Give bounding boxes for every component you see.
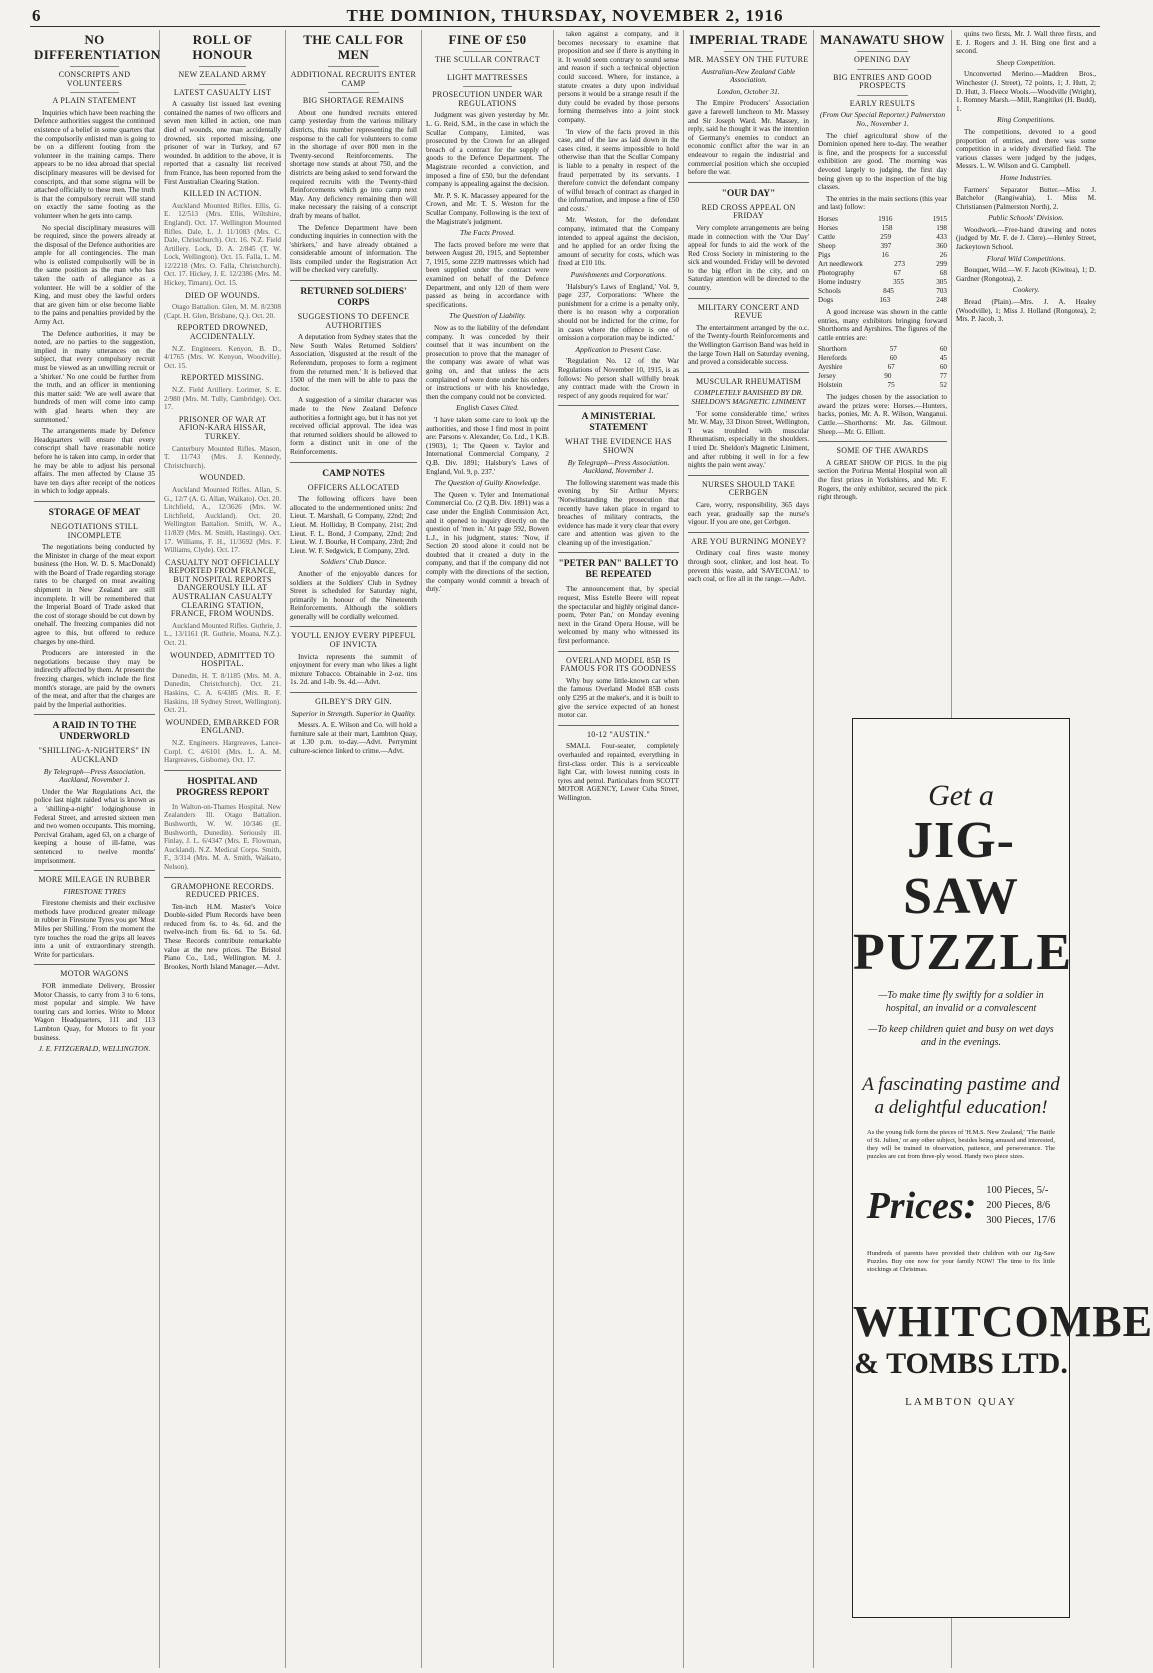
- subhead: NEW ZEALAND ARMY: [178, 70, 267, 79]
- cattle-table: [818, 345, 947, 390]
- advert-paragraph: Firestone chemists and their exclusive methods have produced greater mileage in rubber in Firestone Tyres you get 'Most Miles per Shilling.' From the moment the tyre touches the road the grips all leaves into a unit of extraordinary strength. Write for particulars.: [34, 899, 155, 959]
- headline-call-for-men: THE CALL FOR MEN: [303, 32, 404, 62]
- headline-austin: 10-12 "AUSTIN.": [586, 729, 651, 739]
- column-2: [160, 30, 286, 1668]
- advert-paragraph: Ten-inch H.M. Master's Voice Double-sided Plum Records have been reduced from 6s. to 4s. 6d. and the twelve-inch from 6s. 6d. to 5s. 6d. These Records contribute remarkable value at the new prices. The Bristol Piano Co., Ltd., Wellington. M. J. Brookes, North Island Manager.—Advt.: [164, 902, 281, 971]
- article-paragraph: No special disciplinary measures will be required, since the powers already at the disposal of the Defence authorities are ample for all contingencies. The man who is enlisted compulsorily will be in the same position as the man who has taken the oath of allegiance as a volunteer. He will be a soldier of the King, and must obey the lawful orders that are given him or else become liable to the pains and penalties provided by the Army Act.: [34, 223, 155, 327]
- advert-whitcombe: WHITCOMBE: [853, 1297, 1153, 1346]
- headline-overland: OVERLAND MODEL 85B IS FAMOUS FOR ITS GOODNESS: [560, 655, 677, 674]
- table-cell: 433: [936, 232, 947, 241]
- rule: [558, 725, 679, 726]
- subhead: WHAT THE EVIDENCE HAS SHOWN: [565, 437, 672, 455]
- price-300: 300 Pieces, 17/6: [986, 1215, 1056, 1226]
- headline-military-concert: MILITARY CONCERT AND REVUE: [697, 302, 800, 321]
- table-cell: Photography: [818, 268, 855, 277]
- rule: [34, 964, 155, 965]
- subhead: Punishments and Corporations.: [570, 270, 667, 280]
- table-row: [818, 278, 947, 287]
- table-row: [818, 345, 947, 354]
- rule: [857, 95, 909, 96]
- table-row: [818, 381, 947, 390]
- article-paragraph: Mr. P. S. K. Macassey appeared for the Crown, and Mr. T. S. Weston for the Scullar Company. Following is the text of the Magistrate's judgment.: [426, 191, 549, 226]
- article-paragraph: The following officers have been allocated to the undermentioned units: 2nd Lieut. T. Marshall, G Company, 22nd; 2nd Lieut. M. Holliday, B Company, 21st; 2nd Lieut. F. L. Bond, J Company, 22nd; 2nd Lieut. W. J. Bourke, H Company, 23rd; 2nd Lieut. W. F. Sedgwick, E Company, 23rd.: [290, 495, 417, 555]
- advert-paragraph: FOR immediate Delivery, Brossier Motor Chassis, to carry from 3 to 6 tons, most popular and simple. We have touring cars and lorries. Write to Motor Wagon Headquarters, 111 and 113 Lambton Quay, for Motors to fit your business.: [34, 982, 155, 1042]
- table-cell: Cattle: [818, 232, 836, 241]
- casualty-list: Auckland Mounted Rifles. Guthrie, J. L., 13/1161 (R. Guthrie, Moana, N.Z.). Oct. 21.: [164, 621, 281, 648]
- rule: [688, 532, 809, 533]
- headline-no-differentiation: NO DIFFERENTIATION: [34, 32, 161, 62]
- article-paragraph: Inquiries which have been reaching the Defence authorities suggest the continued existence of a belief in some quarters that the compulsorily enlisted man is going to be on a different footing from the volunteer in the training camps. There appears to be no idea abroad that special disciplinary measures will be devised for conscripts, and that some stigma will be attached officially to these men. The truth is that the compulsory recruit will stand on exactly the same footing as the volunteer when he gets into camp.: [34, 108, 155, 220]
- rule: [688, 182, 809, 183]
- table-cell: 305: [936, 277, 947, 286]
- dateline: (From Our Special Reporter.) Palmerston No., November 1.: [819, 110, 946, 128]
- headline-storage-of-meat: STORAGE OF MEAT: [48, 507, 141, 518]
- article-paragraph: A good increase was shown in the cattle entries, many exhibitors bringing forward Shorthorns and Ayrshires. The figures of the cattle entries are:: [818, 307, 947, 342]
- table-cell: 198: [936, 223, 947, 232]
- subhead: CONSCRIPTS AND VOLUNTEERS: [58, 70, 131, 88]
- article-paragraph: The Queen v. Tyler and International Commercial Co. (2 Q.B. Div. 1891) was a case under the English Commission Act, and it opened to inquiry directly on the question of 'men in.' At page 592, Bowen L.J., in his judgment, states: 'Now, if Section 20 stood alone it could not be doubted that it created a duty in the company, and that if the company did not comply with the directions of the section, the company would commit a breach of duty.': [426, 490, 549, 594]
- casualty-list: Auckland Mounted Rifles. Allan, S. G., 12/7 (A. G. Allan, Waikato). Oct. 20. Litchfield, A., 12/3626 (Mrs. W. Litchfield, Auckland). Oct. 20. Wellington Battalion. Smith, W. A., 11/839 (Mrs. M. Smith, Hastings). Oct. 17. Williams, F. H., 11/3692 (Mrs. F. Williams, Clyde). Oct. 17.: [164, 485, 281, 555]
- advert-tagline: —To keep children quiet and busy on wet days and in the evenings.: [868, 1024, 1054, 1048]
- table-row: [818, 296, 947, 305]
- table-row: [818, 363, 947, 372]
- casualty-list: Auckland Mounted Rifles. Ellis, G. E. 12/513 (Mrs. Ellis, Wiltshire, England). Oct. 17. Wellington Mounted Rifles. Dale, L. J. 11/1083 (Mrs. C. Dale, Christchurch). Oct. 16. N.Z. Field Artillery. Lock, D. A. 2/845 (T. W. Lock, Wellington). Oct. 15. Falla, L. M. 12/2218 (Mrs. O. Falla, Christchurch). Oct. 17. Hickey, J. E. 12/2386 (Mrs. M. Hickey, Timaru). Oct. 15.: [164, 201, 281, 288]
- article-paragraph: A casualty list issued last evening contained the names of two officers and seven men killed in action, one man died of wounds, one man accidentally drowned, six reported missing, one prisoner of war in Turkey, and 67 wounded. In addition to the above, it is reported that a casualty list received from France, has been reported from the First Australian Clearing Station.: [164, 100, 281, 186]
- rule: [818, 441, 947, 442]
- article-paragraph: taken against a company, and it becomes necessary to examine that proposition and see if there is anything in it. It would seem contrary to sound sense and reason if such a technical objection could succeed. Where, for instance, a statute creates a duty upon individual persons it would be a strange result if the duty could be evaded by those persons forming themselves into a joint stock company.: [558, 30, 679, 124]
- subhead: OPENING DAY: [853, 55, 911, 64]
- rule: [34, 714, 155, 715]
- subhead: EARLY RESULTS: [849, 98, 916, 108]
- table-cell: Schools: [818, 286, 841, 295]
- advert-tagline: —To make time fly swiftly for a soldier in hospital, an invalid or a convalescent: [878, 990, 1044, 1014]
- advert-signature: J. E. FITZGERALD, WELLINGTON.: [38, 1044, 151, 1054]
- section-heading: PRISONER OF WAR AT AFION-KARA HISSAR, TURKEY.: [178, 414, 267, 441]
- table-cell: Holstein: [818, 381, 843, 390]
- article-paragraph: Bread (Plain).—Mrs. J. A. Healey (Woodville), 1; Miss J. Holland (Rongotea), 2; Mrs. P. Jacob, 3.: [956, 298, 1096, 324]
- table-cell: Horses: [818, 214, 838, 223]
- section-heading: KILLED IN ACTION.: [183, 189, 262, 199]
- casualty-list: Canterbury Mounted Rifles. Mason, T. 11/743 (Mrs. J. Kennedy, Christchurch).: [164, 444, 281, 470]
- headline-motor-wagons: MOTOR WAGONS: [60, 969, 129, 979]
- table-cell: 57: [889, 345, 897, 354]
- prices-label: Prices:: [866, 1184, 977, 1227]
- dateline: By Telegraph—Press Association. Auckland, November 1.: [43, 766, 146, 785]
- rule: [688, 298, 809, 299]
- table-cell: 163: [879, 295, 891, 304]
- table-cell: 355: [893, 277, 904, 286]
- article-paragraph: Producers are interested in the negotiations because they may be indirectly affected by them. At present the freezing charges, which include the first month's storage, are paid by the owners of the meat, and after that the charges are paid by the Imperial authorities.: [34, 649, 156, 709]
- article-paragraph: A deputation from Sydney states that the New South Wales Returned Soldiers' Association, 'disgusted at the result of the Referendum, proposes to form a regiment from the returned men.' It is believed that 1500 of the men will be able to pass the doctor.: [290, 333, 417, 393]
- rule: [463, 69, 512, 70]
- subhead: The Facts Proved.: [460, 228, 515, 238]
- hospital-list: In Walton-on-Thames Hospital. New Zealanders Ill. Otago Battalion. Bushworth, W. W. 10/346 (E. Bushworth, Dunedin). Seriously ill. Finlay, J. L. 6/4347 (Mrs. E. Flowman, Auckland). N.Z. Medical Corps. Smith, F., 3/314 (Mrs. M. A. Smith, Waikato, Nelson).: [164, 802, 281, 871]
- article-paragraph: Now as to the liability of the defendant company. It was conceded by their counsel that it was incumbent on the prosecution to prove that the manager of the company was aware of what was going on, and that unless the acts complained of were done under his orders or instructions or with his knowledge, then the company could not be convicted.: [426, 324, 549, 401]
- table-cell: 1916: [878, 214, 893, 223]
- advert-fascinating: A fascinating pastime and a delightful education!: [862, 1074, 1060, 1118]
- article-paragraph: The Defence Department have been conducting inquiries in connection with the 'shirkers,' and have already obtained a considerable amount of information. The lists compiled under the Registration Act will be checked very carefully.: [290, 223, 417, 275]
- advert-puzzle: PUZZLE: [853, 924, 1074, 981]
- section-heading: CASUALTY NOT OFFICIALLY REPORTED FROM FRANCE, BUT NOSPITAL REPORTS DANGEROUSLY ILL AT AUSTRALIAN CASUALTY CLEARING STATION, FRANCE, FROM WOUNDS.: [165, 557, 280, 619]
- article-paragraph: Farmers' Separator Butter.—Miss J. Batchelor (Rangiwahia), 1. Miss M. Christiansen (Palmerston North), 2.: [956, 185, 1096, 211]
- casualty-list: N.Z. Engineers. Kenyon, B. D., 4/1765 (Mrs. W. Kenyon, Woodville). Oct. 15.: [164, 344, 281, 370]
- article-paragraph: Bouquet, Wild.—W. F. Jacob (Kiwitea), 1; D. Gardner (Rongotea), 2.: [956, 266, 1096, 283]
- subhead: BIG ENTRIES AND GOOD PROSPECTS: [833, 72, 932, 91]
- table-cell: Jersey: [818, 372, 836, 381]
- rule: [290, 280, 417, 281]
- table-cell: 299: [936, 259, 947, 268]
- headline-returned-soldiers: RETURNED SOLDIERS' CORPS: [300, 287, 407, 309]
- column-8: [952, 30, 1100, 716]
- rule: [463, 51, 512, 52]
- column-4: [422, 30, 554, 1668]
- subhead: BIG SHORTAGE REMAINS: [302, 96, 405, 106]
- article-paragraph: The arrangements made by Defence Headquarters will ensure that every conscript shall have reasonable notice before he is taken into camp, in order that he may be able to adjust his personal affairs. The men affected by Clause 35 have ten days after receipt of the notices in which to lodge appeals.: [34, 427, 155, 496]
- advert-description: As the young folk form the pieces of 'H.M.S. New Zealand,' 'The Battle of St. Julien,' or any other subject, besides being amused and interested, they will be trained in observation, patience, and perseverance. The puzzles are cut from three-ply wood. Handy two piece sizes.: [867, 1129, 1055, 1160]
- advert-address: LAMBTON QUAY: [905, 1396, 1017, 1408]
- article-paragraph: 'Halsbury's Laws of England,' Vol. 9, page 237, Corporations: 'Where the punishment for a crime is a penalty only, there is no reason why a corporation should not be indicted for the crime, for in cases where the offence is one of omission a corporation may be indicted.': [558, 282, 679, 343]
- table-row: [818, 242, 947, 251]
- article-paragraph: The following statement was made this evening by Sir Arthur Myers: 'Notwithstanding the prosecution that recently have taken place in regard to breaches of military contracts, the evidence has made it very clear that every care and attention was given to the cleaning up of the investigation.': [558, 478, 679, 547]
- price-100: 100 Pieces, 5/-: [986, 1185, 1049, 1196]
- subhead: The Question of Liability.: [449, 311, 526, 321]
- page-number: 6: [32, 6, 41, 25]
- dateline: By Telegraph—Press Association. Auckland, November 1.: [567, 457, 670, 476]
- headline-ministerial-statement: A MINISTERIAL STATEMENT: [581, 412, 656, 434]
- table-row: [818, 260, 947, 269]
- table-cell: 67: [887, 363, 895, 372]
- table-cell: 45: [939, 354, 947, 363]
- article-paragraph: The announcement that, by special request, Miss Estelle Beere will repeat the spectacular and highly original dance-poem, 'Peter Pan,' on Monday evening next in the Grand Opera House, will be welcomed by many who witnessed its first performance.: [558, 585, 679, 646]
- article-paragraph: 'In view of the facts proved in this case, and of the law as laid down in the cases cited, it seems impossible to hold otherwise than that the Scullar Company is liable to a penalty in respect of the fraud perpetrated by its servants. I therefore convict the defendant company of wilful breach of contract as charged in the information, and impose a fine of £50 and costs.': [558, 127, 679, 213]
- jigsaw-advert: [852, 718, 1153, 1618]
- dateline: London, October 31.: [717, 86, 780, 96]
- rule: [34, 870, 155, 871]
- table-cell: 703: [936, 286, 947, 295]
- subhead: COMPLETELY BANISHED BY DR. SHELDON'S MAGNETIC LINIMENT: [691, 388, 806, 406]
- table-caption: The entries in the main sections (this year and last) follow:: [818, 194, 947, 212]
- article-paragraph: A GREAT SHOW OF PIGS. In the pig section the Porirua Mental Hospital won all the first prizes in Yorkshires, and Mr. F. Rogers, the only exhibitor, secured the pick right through.: [818, 458, 947, 502]
- article-paragraph: The Defence authorities, it may be noted, are no parties to the suggestion, implied in many utterances on the subject, that every compulsory recruit must be viewed as an unwilling recruit or a 'shirker.' No one could be further from the truth, and an officer in mentioning this matter said: 'We are well aware that hundreds of men will come into camp with glad hearts when they are summoned.': [34, 329, 155, 424]
- table-cell: 248: [936, 295, 947, 304]
- advert-paragraph: SMALL Four-seater, completely overhauled and repainted, everything in first-class order. This is a serviceable light Car, with lowest running costs in tyres and petrol. Particulars from SCOTT MOTOR AGENCY, Lower Cuba Street, Wellington.: [558, 742, 679, 802]
- casualty-list: N.Z. Engineers. Hargreaves, Lance-Corpl. C. 4/6101 (Mrs. L. A. M. Hargreaves, Gisborne). Oct. 17.: [164, 738, 281, 765]
- section-heading: DIED OF WOUNDS.: [185, 290, 260, 300]
- advert-jigsaw: JIG-SAW: [903, 812, 1019, 925]
- table-cell: 158: [881, 223, 893, 232]
- table-row: [818, 269, 947, 278]
- table-cell: 360: [936, 241, 947, 250]
- subhead: FIRESTONE TYRES: [63, 886, 126, 896]
- rule: [724, 51, 772, 52]
- rule: [164, 877, 281, 878]
- rule: [290, 462, 417, 463]
- article-paragraph: The entertainment arranged by the o.c. of the Twenty-fourth Reinforcements and the Wellington Garrison Band was held in the large Town Hall on Saturday evening, and proved a considerable success.: [688, 323, 809, 367]
- headline-cerbgen: NURSES SHOULD TAKE CERBGEN: [701, 479, 796, 498]
- headline-raid: A RAID IN TO THE UNDERWORLD: [52, 721, 137, 743]
- rule: [558, 405, 679, 406]
- article-paragraph: Under the War Regulations Act, the police last night raided what is known as a 'shilling-a-night' lodginghouse in Federal Street, and arrested sixteen men and two women occupants. This morning, Percival Graham, aged 63, on a charge of keeping a house of ill-fame, was sentenced to twelve months' imprisonment.: [34, 787, 155, 865]
- article-paragraph: 'Regulation No. 12 of the War Regulations of November 10, 1915, is as follows: No person shall wilfully break any contract made with the Crown in respect of any goods required for war.': [558, 357, 679, 400]
- article-paragraph: The judges chosen by the association to award the prizes were: Horses.—Hunters, hacks, ponies, Mr. A. R. Wilson, Wanganui. Cattle.—Shorthorns: Mr. Jas. Gilmour. Sheep.—Mr. G. Elliott.: [818, 393, 947, 436]
- headline-fine: FINE OF £50: [448, 32, 527, 47]
- article-paragraph: Very complete arrangements are being made in connection with the 'Our Day' appeal for funds to aid the work of the Red Cross Society in ministering to the sick and wounded. Friday will be devoted to the big effort in the city, and on Saturday attention will be directed to the country.: [688, 223, 809, 293]
- price-200: 200 Pieces, 8/6: [986, 1200, 1051, 1211]
- rule: [290, 626, 417, 627]
- rule: [199, 84, 246, 85]
- advert-prices: [853, 1183, 1069, 1228]
- headline-our-day: "OUR DAY": [721, 188, 776, 199]
- table-cell: Pigs: [818, 250, 831, 259]
- table-cell: 52: [939, 381, 947, 390]
- rule: [199, 66, 246, 67]
- price-list: [986, 1183, 1055, 1228]
- article-paragraph: Judgment was given yesterday by Mr. L. G. Reid, S.M., in the case in which the Scullar Company, Limited, was prosecuted by the Crown for an alleged breach of a contract for the supply of goods to the Defence Department. The Magistrate recorded a conviction, and imposed a fine of £50, but the defendant company is appealing against the decision.: [426, 111, 549, 189]
- subhead: LIGHT MATTRESSES: [447, 72, 528, 82]
- table-cell: 397: [880, 241, 892, 250]
- table-cell: 60: [889, 354, 897, 363]
- rule: [558, 552, 679, 553]
- advert-tombs: & TOMBS LTD.: [854, 1347, 1068, 1380]
- subhead: Floral Wild Competitions.: [986, 253, 1066, 263]
- subhead: Public Schools' Division.: [988, 213, 1064, 223]
- table-cell: Dogs: [818, 295, 834, 304]
- subhead: Sheep Competition.: [996, 57, 1056, 67]
- advert-paragraph: Why buy some little-known car when the famous Overland Model 85B costs only £295 at the maker's, and it is built to give the service expected of an honest motor car.: [558, 676, 679, 720]
- article-paragraph: About one hundred recruits entered camp yesterday from the various military districts, this number representing the full response to the call for volunteers to come in the shortage of over 800 men in the Twenty-second Reinforcements. The shortage now stands at about 750, and the districts are being asked to send forward the required recruits with the Twenty-third Reinforcements which go into camp next May. Any deficiency remaining then will make necessary the raising of a conscript draft by means of ballot.: [290, 108, 417, 220]
- rule: [328, 66, 379, 67]
- article-paragraph: quins two firsts, Mr. J. Wall three firsts, and E. J. Rogers and J. H. Bing one first and a second.: [956, 30, 1096, 56]
- table-cell: 845: [883, 286, 894, 295]
- table-cell: 1915: [932, 214, 947, 223]
- column-1: [30, 30, 160, 1668]
- table-cell: 75: [887, 381, 895, 390]
- article-paragraph: 'I have taken some care to look up the authorities, and those I find most in point are: Parsons v. Alexander, Co. Ltd., 1 K.B. (1903), 1; The Queen v. Taylor and International Commercial Company, 2 Q.B. Div. 1891; Halsbury's Laws of England, Vol. 9, p. 237.': [426, 415, 549, 476]
- table-cell: 68: [939, 268, 947, 277]
- table-row: [818, 224, 947, 233]
- rule: [164, 770, 281, 771]
- subhead: SUGGESTIONS TO DEFENCE AUTHORITIES: [297, 312, 410, 330]
- masthead: [30, 4, 1100, 27]
- advert-paragraph: Messrs. A. E. Wilson and Co. will hold a furniture sale at their mart, Lambton Quay, at 1.30 p.m. to-day.—Advt. Perrymint culture-science linked to crime.—Advt.: [290, 721, 417, 755]
- article-paragraph: Unconverted Merino.—Maddren Bros., Winchester (J. Street), 72 points, 1; J. Hutt, 2; D. Hutt, 3. Fleece Wools.—Woodville (Wright), 1. Romney Marsh.—Mill, Rangitikei (H. Budd), 1.: [956, 70, 1096, 113]
- rule: [328, 92, 379, 93]
- subhead: NEGOTIATIONS STILL INCOMPLETE: [50, 521, 139, 540]
- subhead: Ring Competitions.: [997, 115, 1055, 125]
- headline-burning-money: ARE YOU BURNING MONEY?: [691, 536, 806, 546]
- article-paragraph: The chief agricultural show of the Dominion opened here to-day. The weather is fine, and the prospects for a successful exhibition are good. The morning was devoted largely to judging, the first day being given up to the inspection of the big classes.: [818, 131, 947, 192]
- section-heading: WOUNDED.: [199, 473, 246, 483]
- headline-manawatu-show: MANAWATU SHOW: [820, 32, 945, 47]
- table-cell: 273: [894, 259, 905, 268]
- table-cell: 16: [881, 250, 889, 259]
- subhead: "SHILLING-A-NIGHTERS" IN AUCKLAND: [38, 746, 151, 764]
- headline-roll-of-honour: ROLL OF HONOUR: [192, 32, 253, 62]
- article-paragraph: The negotiations being conducted by the Minister in charge of the meat export business (the Hon. W. D. S. MacDonald) with the Board of Trade regarding storage rates to be charged on meat awaiting shipment in New Zealand are still incomplete. It will be remembered that the Imperial Board of Trade asked that the cost of storage should be cut down by onehalf. The freezing companies did not agree to this, but offered to reduce charges by one-third.: [34, 543, 155, 646]
- headline-rubber: MORE MILEAGE IN RUBBER: [38, 875, 151, 885]
- rule: [688, 475, 809, 476]
- advert-get-a: Get a: [928, 779, 994, 812]
- table-row: [818, 215, 947, 224]
- section-heading: WOUNDED, EMBARKED FOR ENGLAND.: [165, 717, 280, 736]
- subhead: English Cases Cited.: [456, 403, 519, 413]
- section-heading: WOUNDED, ADMITTED TO HOSPITAL.: [169, 650, 276, 669]
- headline-awards: SOME OF THE AWARDS: [836, 446, 929, 456]
- table-cell: 26: [939, 250, 947, 259]
- subhead: Cookery.: [1012, 285, 1040, 295]
- column-5: [554, 30, 684, 1668]
- headline-peter-pan: "PETER PAN" BALLET TO BE REPEATED: [558, 559, 679, 581]
- rule: [688, 372, 809, 373]
- table-cell: Shorthorn: [818, 345, 847, 354]
- section-heading: REPORTED DROWNED, ACCIDENTALLY.: [177, 323, 268, 342]
- subhead: A PLAIN STATEMENT: [52, 96, 137, 106]
- table-cell: Art needlework: [818, 259, 863, 268]
- rule: [290, 692, 417, 693]
- article-paragraph: The Empire Producers' Association gave a farewell luncheon to Mr. Massey and Sir Joseph Ward. Mr. Massey, in reply, said he thought it was the intention of Germany's enemies to conduct an economic conflict after the war in an endeavour to regain the industrial and commercial position which she occupied before the war.: [688, 99, 809, 177]
- article-paragraph: Woodwork.—Free-hand drawing and notes (judged by Mr. F. de J. Clere).—Henley Street, Jackeytown School.: [956, 225, 1096, 252]
- subhead: Home Industries.: [1000, 172, 1052, 182]
- subhead: Application to Present Case.: [575, 344, 662, 354]
- masthead-title: THE DOMINION, THURSDAY, NOVEMBER 2, 1916: [346, 6, 784, 25]
- headline-rheumatism: MUSCULAR RHEUMATISM: [695, 376, 802, 386]
- subhead: OFFICERS ALLOCATED: [307, 482, 400, 492]
- table-cell: 60: [939, 363, 947, 372]
- table-row: [818, 354, 947, 363]
- article-paragraph: The competitions, devoted to a good proportion of entries, and there was some competition in a widely diversified field. The various classes were judged by the judges, Messrs. L. W. Wilson and G. Campbell.: [956, 127, 1096, 171]
- table-cell: 259: [880, 232, 892, 241]
- subhead: The Question of Guilty Knowledge.: [434, 478, 541, 488]
- article-paragraph: A suggestion of a similar character was made to the New Zealand Defence authorities a fortnight ago, but it has not yet received official approval. The idea was that returned soldiers should be allowed to form a distinct unit in one of the Reinforcements.: [290, 396, 417, 456]
- table-cell: 90: [884, 372, 892, 381]
- article-paragraph: The facts proved before me were that between August 20, 1915, and September 7, 1915, some 2239 mattresses which had been supplied under the contract were examined on behalf of the Defence Department, and only 120 of them were passed as being in accordance with specifications.: [426, 240, 549, 309]
- subhead: LATEST CASUALTY LIST: [173, 87, 272, 97]
- table-row: [818, 251, 947, 260]
- advert-paragraph: Care, worry, responsibility, 365 days each year, gradually sap the nurse's vigour. If you are one, get Cerbgen.: [688, 500, 809, 527]
- table-cell: Horses: [818, 223, 838, 232]
- table-cell: 67: [893, 268, 901, 277]
- headline-imperial-trade: IMPERIAL TRADE: [689, 32, 808, 47]
- column-6: [684, 30, 814, 1668]
- table-row: [818, 233, 947, 242]
- advert-paragraph: Ordinary coal fires waste money through soot, clinker, and lost heat. To prevent this waste, add 'SAVECOAL' to each coal, or fire all in the range.—Advt.: [688, 549, 809, 584]
- subhead: RED CROSS APPEAL ON FRIDAY: [701, 202, 796, 221]
- advert-description: Hundreds of parents have provided their children with our Jig-Saw Puzzles. Buy one now for your family NOW! The time to fix little stockings at Christmas.: [867, 1250, 1055, 1273]
- rule: [463, 86, 512, 87]
- rule: [70, 92, 118, 93]
- table-cell: Herefords: [818, 354, 847, 363]
- headline-camp-notes: CAMP NOTES: [322, 468, 385, 479]
- subhead: Soldiers' Club Dance.: [320, 557, 387, 567]
- table-cell: Ayrshire: [818, 363, 843, 372]
- table-cell: Sheep: [818, 241, 836, 250]
- column-3: [286, 30, 422, 1668]
- headline-hospital-report: HOSPITAL AND PROGRESS REPORT: [176, 776, 269, 798]
- casualty-list: Dunedin, H. T. 8/1185 (Mrs. M. A. Dunedin, Christchurch). Oct. 21. Haskins, C. A. 6/4385 (Mrs. R. F. Haskins, 18 Sydney Street, Wellington). Oct. 21.: [164, 671, 281, 715]
- subhead: PROSECUTION UNDER WAR REGULATIONS: [432, 90, 543, 108]
- advert-paragraph: Invicta represents the summit of enjoyment for every man who likes a light mixture Tobacco. Obtainable in 2-oz. tins 1s. 2d. and 1-lb. 9s. 4d.—Advt.: [290, 652, 417, 687]
- headline-invicta: YOU'LL ENJOY EVERY PIPEFUL OF INVICTA: [291, 631, 416, 650]
- subhead: THE SCULLAR CONTRACT: [434, 55, 541, 64]
- headline-gilbeys: GILBEY'S DRY GIN.: [315, 697, 392, 707]
- subhead: MR. MASSEY ON THE FUTURE: [688, 55, 809, 64]
- subhead: ADDITIONAL RECRUITS ENTER CAMP: [290, 70, 417, 88]
- table-row: [818, 287, 947, 296]
- rule: [857, 51, 909, 52]
- advert-paragraph: 'For some considerable time,' writes Mr. W. May, 33 Dixon Street, Wellington, 'I was troubled with muscular Rheumatism, especially in the shoulders. I tried Dr. Sheldon's Magnetic Liniment, and after rubbing it well in for a few nights the pain went away.': [688, 409, 809, 470]
- cable-source: Australian-New Zealand Cable Association.: [701, 66, 796, 85]
- table-cell: 77: [939, 372, 947, 381]
- subhead: Superior in Strength. Superior in Quality.: [291, 708, 416, 718]
- table-row: [818, 372, 947, 381]
- section-heading: REPORTED MISSING.: [181, 373, 264, 383]
- rule: [857, 69, 909, 70]
- rule: [34, 501, 155, 502]
- casualty-list: N.Z. Field Artillery. Lorimer, S. E. 2/980 (Mrs. M. Tully, Cambridge). Oct. 17.: [164, 386, 281, 412]
- article-paragraph: Another of the enjoyable dances for soldiers at the Soldiers' Club in Sydney Street is scheduled for Saturday night, primarily in honour of the Nineteenth Reinforcements. Although the soldiers generally will be cordially welcomed.: [290, 569, 417, 621]
- table-cell: 60: [939, 345, 947, 354]
- rule: [70, 66, 118, 67]
- entries-table: [818, 215, 947, 305]
- article-paragraph: Mr. Weston, for the defendant company, intimated that the Company intended to appeal against the decision, and he applied for an order fixing the amount of security for costs, which was fixed at £10 10s.: [558, 216, 679, 268]
- casualty-list: Otago Battalion. Glen, M. M. 8/2308 (Capt. H. Glen, Brisbane, Q.). Oct. 20.: [164, 303, 281, 320]
- rule: [558, 651, 679, 652]
- headline-gramophone: GRAMOPHONE RECORDS. REDUCED PRICES.: [170, 881, 275, 900]
- table-cell: Home industry: [818, 277, 861, 286]
